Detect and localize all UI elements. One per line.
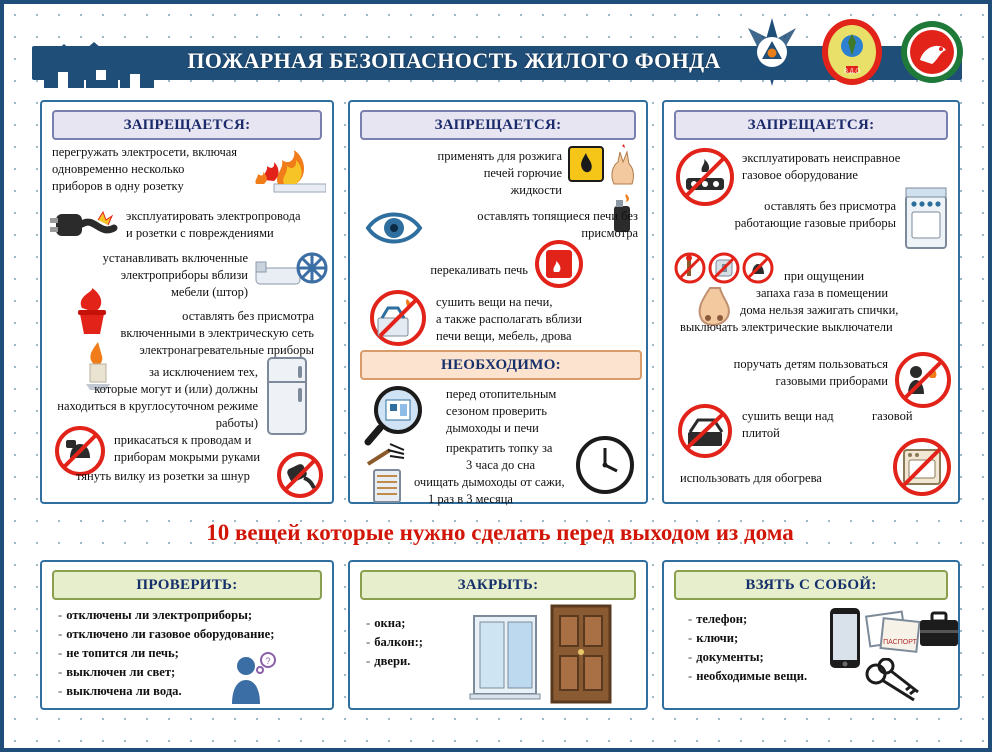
dash-marker: -: [366, 634, 371, 649]
center-text-10: перед отопительным: [446, 387, 557, 401]
center-text-8: а также располагать вблизи: [436, 312, 582, 326]
check-item-5: выключена ли вода.: [66, 683, 182, 698]
right-text-11: сушить вещи над: [742, 409, 834, 423]
center-text-2: печей горючие: [483, 166, 562, 180]
left-text-13: которые могут и (или) должны: [94, 382, 258, 396]
briefcase-icon: [916, 608, 962, 652]
left-text-12: за исключением тех,: [148, 365, 258, 379]
drying-clothes-prohibited-icon: [362, 288, 434, 348]
list-item: [58, 625, 274, 644]
panel-left-prohibited: [40, 100, 334, 504]
left-text-10: включенными в электрическую сеть: [120, 326, 314, 340]
panel-center-heading: ЗАПРЕЩАЕТСЯ:: [360, 110, 636, 140]
dash-marker: -: [58, 608, 63, 622]
right-text-9: поручать детям пользоваться: [733, 357, 888, 371]
match-prohibited-icon: [674, 250, 778, 286]
fire-icon: [248, 144, 326, 202]
left-text-9: оставлять без присмотра: [182, 309, 314, 323]
belarus-coat-of-arms-emblem: [816, 16, 888, 88]
center-text-13: прекратить топку за: [446, 441, 553, 455]
check-item-4: выключен ли свет;: [66, 664, 176, 679]
panel-take-heading: ВЗЯТЬ С СОБОЙ:: [674, 570, 948, 600]
stove-icon: [366, 466, 408, 506]
keys-icon: [862, 658, 926, 708]
match-hand-icon: [606, 144, 642, 188]
right-text-14: использовать для обогрева: [680, 471, 822, 485]
close-item-1: окна;: [374, 616, 406, 630]
take-list: [688, 610, 807, 686]
dash-marker: -: [366, 653, 371, 668]
panel-close-heading: ЗАКРЫТЬ:: [360, 570, 636, 600]
list-item: [366, 652, 423, 671]
right-text-12: плитой: [742, 426, 780, 440]
right-text-2: газовое оборудование: [742, 168, 858, 182]
check-item-3: не топится ли печь;: [66, 645, 179, 660]
mchs-star-emblem: [736, 16, 808, 88]
flammable-liquid-icon: [566, 144, 606, 184]
passport-icon: [864, 604, 924, 656]
door-icon: [546, 602, 618, 706]
left-text-17: приборам мокрыми руками: [114, 450, 261, 464]
bird-emblem: [896, 16, 968, 88]
take-item-4: необходимые вещи.: [696, 668, 808, 683]
list-item: [58, 606, 274, 625]
panel-center: [348, 100, 648, 504]
drying-over-stove-prohibited-icon: [674, 402, 736, 460]
list-item: [688, 629, 807, 648]
left-text-14: находиться в круглосуточном режиме: [57, 399, 258, 413]
dash-marker: -: [688, 630, 693, 645]
left-text-16: прикасаться к проводам и: [114, 433, 252, 447]
panel-right-prohibited: [662, 100, 960, 504]
oven-heating-prohibited-icon: [890, 436, 954, 498]
center-text-3: жидкости: [510, 183, 562, 197]
list-item: [688, 610, 807, 629]
left-text-18: тянуть вилку из розетки за шнур: [76, 469, 250, 483]
dash-marker: -: [366, 616, 371, 630]
right-text-10: газовыми приборами: [775, 374, 888, 388]
middle-title: 10 вещей которые нужно сделать перед выходом из дома: [206, 520, 794, 545]
left-text-6: устанавливать включенные: [102, 251, 248, 265]
center-text-11: сезоном проверить: [446, 404, 547, 418]
page-title: ПОЖАРНАЯ БЕЗОПАСНОСТЬ ЖИЛОГО ФОНДА: [187, 48, 721, 73]
center-text-14: 3 часа до сна: [466, 458, 536, 472]
svg-text:?: ?: [265, 656, 271, 666]
take-item-2: ключи;: [696, 630, 739, 645]
left-text-5: и розетки с повреждениями: [126, 226, 274, 240]
window-icon: [468, 608, 548, 704]
dash-marker: -: [688, 668, 693, 683]
center-text-6: перекаливать печь: [430, 263, 528, 277]
panel-center-heading-2: НЕОБХОДИМО:: [360, 350, 642, 380]
poster-header: [14, 12, 976, 86]
panel-left-heading: ЗАПРЕЩАЕТСЯ:: [52, 110, 322, 140]
take-item-3: документы;: [696, 649, 764, 664]
dash-marker: -: [58, 645, 63, 660]
svg-text:В.Д.О: В.Д.О: [843, 69, 861, 75]
list-item: [688, 648, 807, 667]
emblem-group: [718, 14, 968, 90]
center-text-12: дымоходы и печи: [446, 421, 539, 435]
right-text-7: дома нельзя зажигать спички,: [740, 303, 899, 317]
thinking-person-icon: [224, 650, 294, 710]
dash-marker: -: [58, 626, 63, 641]
center-text-15: очищать дымоходы от сажи,: [414, 475, 565, 489]
take-item-1: телефон;: [696, 612, 748, 626]
list-item: [366, 633, 423, 652]
left-text-4: эксплуатировать электропровода: [126, 209, 301, 223]
panel-close: [348, 560, 648, 710]
panel-check: [40, 560, 334, 710]
smartphone-icon: [824, 606, 866, 672]
right-text-3: оставлять без присмотра: [764, 199, 896, 213]
left-text-3: приборов в одну розетку: [52, 179, 184, 193]
center-text-4: оставлять топящиеся печи без: [477, 209, 638, 223]
center-text-7: сушить вещи на печи,: [436, 295, 553, 309]
right-text-8: выключать электрические выключатели: [680, 320, 893, 334]
left-text-2: одновременно несколько: [52, 162, 185, 176]
check-item-2: отключено ли газовое оборудование;: [66, 626, 275, 641]
panel-check-heading: ПРОВЕРИТЬ:: [52, 570, 322, 600]
magnifier-chimney-icon: [364, 384, 440, 448]
left-text-8: мебели (штор): [170, 285, 248, 299]
list-item: [688, 667, 807, 686]
dash-marker: -: [688, 649, 693, 664]
close-item-3: двери.: [374, 653, 411, 668]
panel-right-heading: ЗАПРЕЩАЕТСЯ:: [674, 110, 948, 140]
left-text-11: электронагревательные приборы: [139, 343, 314, 357]
right-text-4: работающие газовые приборы: [734, 216, 896, 230]
right-text-1: эксплуатировать неисправное: [742, 151, 901, 165]
right-text-6: запаха газа в помещении: [756, 286, 889, 300]
child-gas-prohibited-icon: [892, 350, 954, 410]
left-text-7: электроприборы вблизи: [120, 268, 248, 282]
heater-near-bed-icon: [254, 242, 328, 300]
check-item-1: отключены ли электроприборы;: [66, 608, 253, 622]
right-text-5: при ощущении: [784, 269, 865, 283]
close-list: [366, 614, 423, 671]
panel-take: [662, 560, 960, 710]
dash-marker: -: [58, 664, 63, 679]
dash-marker: -: [58, 683, 63, 698]
list-item: [366, 614, 423, 633]
close-item-2: балкон:;: [374, 634, 424, 649]
center-text-9: печи вещи, мебель, дрова: [436, 329, 572, 343]
right-text-13: газовой: [872, 409, 913, 423]
center-text-1: применять для розжига: [437, 149, 562, 163]
left-text-1: перегружать электросети, включая: [52, 145, 238, 159]
gas-stove-icon: [898, 186, 954, 252]
center-text-16: 1 раз в 3 месяца: [428, 492, 513, 506]
stove-prohibited-icon: [532, 238, 586, 290]
dash-marker: -: [688, 612, 693, 626]
center-text-5: присмотра: [581, 226, 638, 240]
refrigerator-icon: [260, 356, 314, 438]
svg-text:ПАСПОРТ: ПАСПОРТ: [883, 639, 917, 646]
left-text-15: работы): [215, 416, 258, 430]
